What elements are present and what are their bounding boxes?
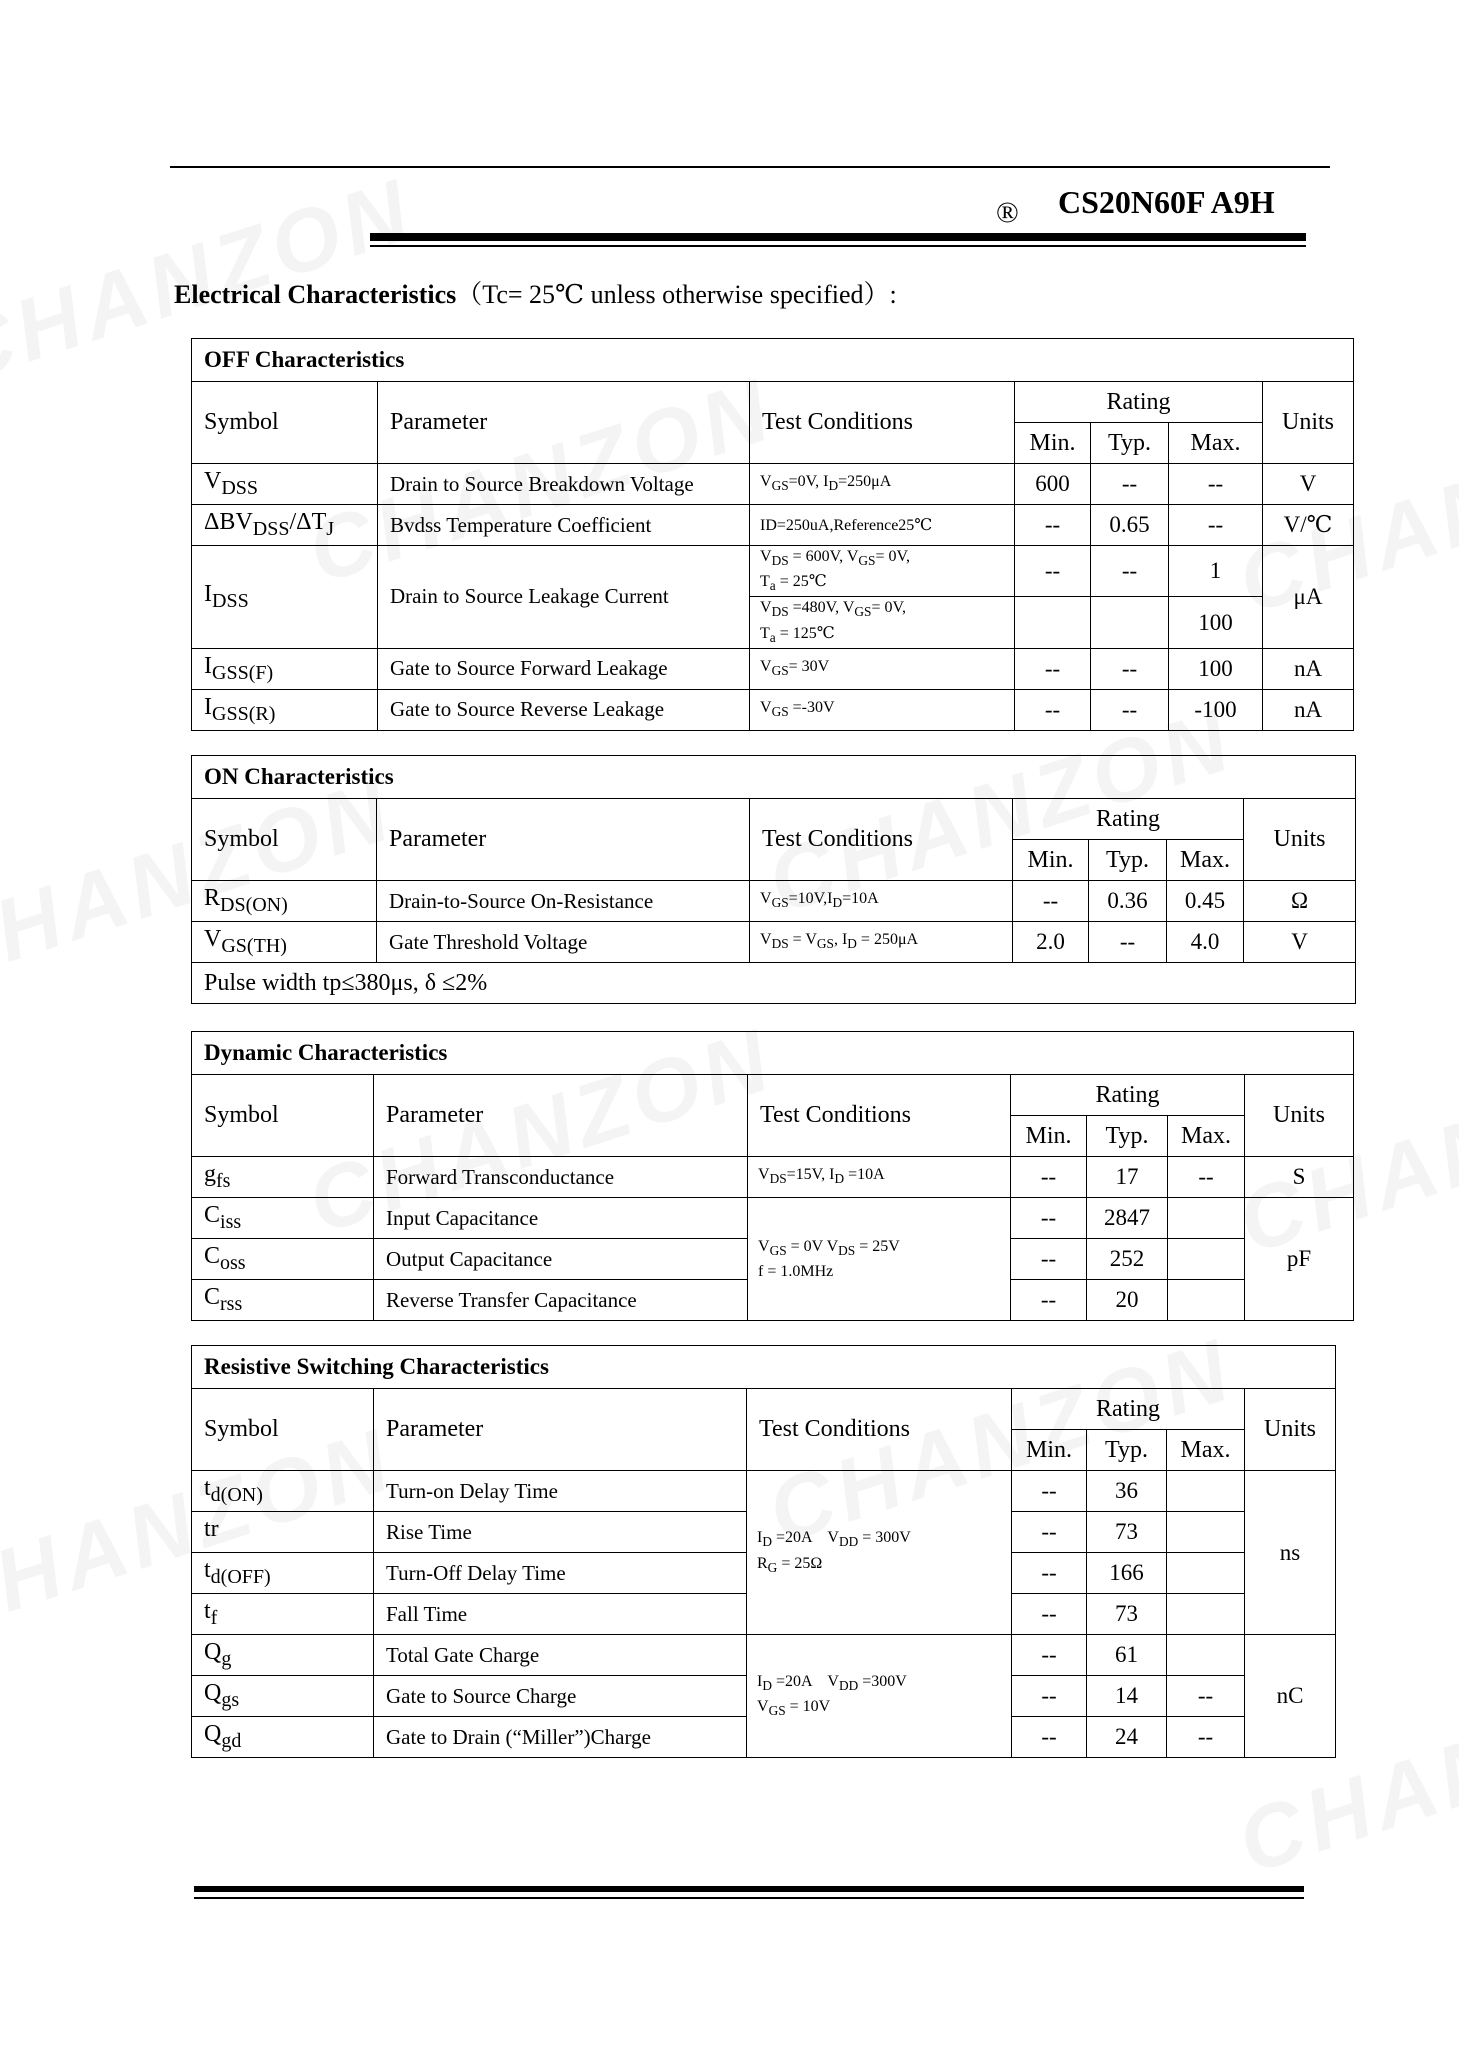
symbol-sub: oss (220, 1251, 246, 1274)
unit-cell: pF (1245, 1198, 1354, 1321)
parameter-cell: Drain to Source Breakdown Voltage (378, 464, 750, 505)
unit-cell: Ω (1244, 881, 1356, 922)
parameter-cell: Gate to Source Charge (374, 1676, 747, 1717)
col-header-symbol: Symbol (192, 1075, 374, 1157)
unit-cell: V (1244, 922, 1356, 963)
min-cell: -- (1012, 1717, 1087, 1758)
col-header-test-conditions: Test Conditions (747, 1389, 1012, 1471)
col-header-max: Max. (1167, 840, 1244, 881)
unit-cell: nC (1245, 1635, 1336, 1758)
table-row (192, 881, 1356, 922)
symbol-main: V (204, 926, 222, 953)
typ-cell: -- (1089, 922, 1167, 963)
col-header-units: Units (1244, 799, 1356, 881)
symbol-cell (192, 1676, 374, 1717)
typ-cell: 166 (1087, 1553, 1167, 1594)
symbol-cell (192, 1553, 374, 1594)
col-header-symbol: Symbol (192, 1389, 374, 1471)
test-condition-cell: $V_{GS} =-30V$ (750, 689, 1015, 730)
symbol-sub: fs (216, 1169, 231, 1192)
symbol-sub: d(OFF) (210, 1565, 271, 1588)
col-header-parameter: Parameter (374, 1075, 748, 1157)
col-header-units: Units (1263, 382, 1354, 464)
max-cell: -100 (1169, 689, 1263, 730)
typ-cell: 14 (1087, 1676, 1167, 1717)
table-row (192, 1198, 1354, 1239)
col-header-parameter: Parameter (374, 1389, 747, 1471)
min-cell: -- (1012, 1553, 1087, 1594)
parameter-cell: Forward Transconductance (374, 1157, 748, 1198)
col-header-min: Min. (1015, 423, 1091, 464)
symbol-cell (192, 1157, 374, 1198)
parameter-cell: Drain-to-Source On-Resistance (377, 881, 750, 922)
min-cell: -- (1015, 648, 1091, 689)
typ-cell: -- (1091, 689, 1169, 730)
test-condition-cell: $V_{DS}=15V$, $I_D =10A$ (748, 1157, 1011, 1198)
unit-cell: V/℃ (1263, 505, 1354, 546)
max-cell: 100 (1169, 597, 1263, 648)
symbol-main: tr (204, 1516, 219, 1543)
max-cell (1167, 1635, 1245, 1676)
max-cell: 0.45 (1167, 881, 1244, 922)
typ-cell: 20 (1087, 1280, 1168, 1321)
typ-cell: 73 (1087, 1594, 1167, 1635)
parameter-cell: Bvdss Temperature Coefficient (378, 505, 750, 546)
symbol-main: /ΔT (289, 509, 327, 536)
table-row (192, 1635, 1336, 1676)
title-conditions: （Tc= 25℃ unless otherwise specified）: (456, 280, 897, 309)
unit-cell: nA (1263, 648, 1354, 689)
min-cell: -- (1013, 881, 1089, 922)
section-title: OFF Characteristics (192, 339, 1354, 382)
parameter-cell: Fall Time (374, 1594, 747, 1635)
parameter-cell: Output Capacitance (374, 1239, 748, 1280)
symbol-main: I (204, 693, 212, 720)
max-cell (1168, 1198, 1245, 1239)
typ-cell: 0.36 (1089, 881, 1167, 922)
max-cell: -- (1169, 505, 1263, 546)
typ-cell (1091, 597, 1169, 648)
unit-cell: S (1245, 1157, 1354, 1198)
symbol-sub: DS(ON) (220, 893, 288, 916)
switching-characteristics-table (191, 1345, 1336, 1758)
typ-cell: 73 (1087, 1512, 1167, 1553)
typ-cell: 36 (1087, 1471, 1167, 1512)
footer-rule-thin (194, 1897, 1304, 1899)
symbol-sub: GS(TH) (221, 934, 287, 957)
max-cell (1167, 1471, 1245, 1512)
min-cell: -- (1011, 1157, 1087, 1198)
symbol-cell (192, 881, 377, 922)
symbol-main: t (204, 1557, 211, 1584)
parameter-cell: Turn-on Delay Time (374, 1471, 747, 1512)
top-rule (170, 166, 1330, 168)
section-title: Dynamic Characteristics (192, 1032, 1354, 1075)
symbol-main: ΔBV (204, 509, 253, 536)
parameter-cell: Reverse Transfer Capacitance (374, 1280, 748, 1321)
min-cell: -- (1012, 1676, 1087, 1717)
symbol-main: C (204, 1202, 221, 1229)
max-cell: -- (1167, 1717, 1245, 1758)
symbol-main: Q (204, 1680, 222, 1707)
typ-cell: 0.65 (1091, 505, 1169, 546)
symbol-sub: g (221, 1647, 232, 1670)
header-rule-thick (370, 233, 1306, 241)
max-cell (1167, 1553, 1245, 1594)
table-row (192, 648, 1354, 689)
symbol-cell (192, 1280, 374, 1321)
typ-cell: 61 (1087, 1635, 1167, 1676)
off-characteristics-table (191, 338, 1354, 731)
title-bold: Electrical Characteristics (174, 280, 457, 309)
col-header-parameter: Parameter (378, 382, 750, 464)
min-cell: -- (1012, 1512, 1087, 1553)
footer-rule-thick (194, 1886, 1304, 1892)
col-header-symbol: Symbol (192, 799, 377, 881)
symbol-cell (192, 922, 377, 963)
max-cell (1167, 1512, 1245, 1553)
table-row (192, 505, 1354, 546)
section-title: Resistive Switching Characteristics (192, 1346, 1336, 1389)
symbol-cell (192, 1512, 374, 1553)
symbol-cell (192, 689, 378, 730)
part-number: CS20N60F A9H (1058, 184, 1275, 220)
symbol-main: V (204, 468, 222, 495)
symbol-cell (192, 464, 378, 505)
symbol-sub: gs (221, 1688, 240, 1711)
col-header-typ: Typ. (1087, 1116, 1168, 1157)
symbol-cell (192, 1635, 374, 1676)
symbol-cell (192, 648, 378, 689)
dynamic-characteristics-table (191, 1031, 1354, 1321)
pulse-width-note: Pulse width tp≤380μs, δ ≤2% (192, 963, 1356, 1004)
symbol-sub: d(ON) (210, 1483, 263, 1506)
max-cell: -- (1169, 464, 1263, 505)
symbol-main: Q (204, 1639, 222, 1666)
symbol-cell (192, 505, 378, 546)
table-row (192, 1157, 1354, 1198)
col-header-typ: Typ. (1087, 1430, 1167, 1471)
max-cell: -- (1167, 1676, 1245, 1717)
min-cell: 600 (1015, 464, 1091, 505)
typ-cell: -- (1091, 464, 1169, 505)
symbol-cell (192, 1471, 374, 1512)
col-header-max: Max. (1168, 1116, 1245, 1157)
parameter-cell: Input Capacitance (374, 1198, 748, 1239)
col-header-min: Min. (1013, 840, 1089, 881)
col-header-parameter: Parameter (377, 799, 750, 881)
symbol-sub: GSS(F) (212, 661, 274, 684)
symbol-sub: gd (221, 1729, 242, 1752)
col-header-min: Min. (1012, 1430, 1087, 1471)
header-rule-thin (370, 245, 1306, 247)
max-cell: 4.0 (1167, 922, 1244, 963)
symbol-cell (192, 1239, 374, 1280)
table-row (192, 1471, 1336, 1512)
symbol-main: C (204, 1243, 221, 1270)
parameter-cell: Turn-Off Delay Time (374, 1553, 747, 1594)
max-cell (1168, 1280, 1245, 1321)
col-header-typ: Typ. (1091, 423, 1169, 464)
test-condition-cell: $I_D =20A$ $V_{DD} =300V$ $V_{GS} = 10V$ (747, 1635, 1012, 1758)
min-cell: -- (1011, 1280, 1087, 1321)
symbol-sub: rss (220, 1292, 243, 1315)
min-cell: -- (1011, 1198, 1087, 1239)
typ-cell: -- (1091, 546, 1169, 597)
min-cell: -- (1015, 689, 1091, 730)
min-cell (1015, 597, 1091, 648)
symbol-sub: DSS (252, 517, 290, 540)
col-header-rating: Rating (1011, 1075, 1245, 1116)
symbol-main: t (204, 1475, 211, 1502)
page-title (174, 274, 897, 311)
parameter-cell: Gate to Source Reverse Leakage (378, 689, 750, 730)
max-cell: -- (1168, 1157, 1245, 1198)
table-row (192, 689, 1354, 730)
typ-cell: 17 (1087, 1157, 1168, 1198)
min-cell: 2.0 (1013, 922, 1089, 963)
table-row (192, 922, 1356, 963)
test-condition-cell: $V_{GS}= 30V$ (750, 648, 1015, 689)
parameter-cell: Rise Time (374, 1512, 747, 1553)
unit-cell: ns (1245, 1471, 1336, 1635)
test-condition-cell: $V_{DS} =480V$, $V_{GS}= 0V$, $T_a$ = 125℃ (750, 597, 1015, 648)
on-characteristics-table (191, 755, 1356, 1004)
col-header-symbol: Symbol (192, 382, 378, 464)
col-header-test-conditions: Test Conditions (750, 382, 1015, 464)
symbol-sub: GSS(R) (212, 702, 276, 725)
col-header-units: Units (1245, 1075, 1354, 1157)
symbol-main: C (204, 1284, 221, 1311)
typ-cell: -- (1091, 648, 1169, 689)
parameter-cell: Gate Threshold Voltage (377, 922, 750, 963)
parameter-cell: Total Gate Charge (374, 1635, 747, 1676)
test-condition-cell: $V_{GS} = 0V$ $V_{DS} = 25V$ f = 1.0MHz (748, 1198, 1011, 1321)
symbol-cell (192, 1717, 374, 1758)
max-cell: 100 (1169, 648, 1263, 689)
col-header-rating: Rating (1012, 1389, 1245, 1430)
test-condition-cell: $V_{DS} = 600V$, $V_{GS}= 0V$, $T_a$ = 25℃ (750, 546, 1015, 597)
symbol-main: g (204, 1161, 216, 1188)
symbol-main: Q (204, 1721, 222, 1748)
section-title: ON Characteristics (192, 756, 1356, 799)
test-condition-cell: $V_{DS} = V_{GS}$, $I_D = 250\mu A$ (750, 922, 1013, 963)
col-header-max: Max. (1169, 423, 1263, 464)
col-header-test-conditions: Test Conditions (750, 799, 1013, 881)
symbol-sub: f (210, 1606, 218, 1629)
col-header-typ: Typ. (1089, 840, 1167, 881)
min-cell: -- (1012, 1635, 1087, 1676)
parameter-cell: Gate to Drain (“Miller”)Charge (374, 1717, 747, 1758)
max-cell (1167, 1594, 1245, 1635)
parameter-cell: Gate to Source Forward Leakage (378, 648, 750, 689)
test-condition-cell: ID=250uA,Reference25℃ (750, 505, 1015, 546)
symbol-main: t (204, 1598, 211, 1625)
min-cell: -- (1012, 1594, 1087, 1635)
typ-cell: 252 (1087, 1239, 1168, 1280)
unit-cell: μA (1263, 546, 1354, 649)
col-header-rating: Rating (1013, 799, 1244, 840)
min-cell: -- (1015, 546, 1091, 597)
min-cell: -- (1015, 505, 1091, 546)
symbol-cell (192, 546, 378, 649)
test-condition-cell: $V_{GS}=0V$, $I_D=250\mu A$ (750, 464, 1015, 505)
registered-mark: ® (996, 196, 1019, 229)
max-cell: 1 (1169, 546, 1263, 597)
typ-cell: 24 (1087, 1717, 1167, 1758)
col-header-test-conditions: Test Conditions (748, 1075, 1011, 1157)
col-header-rating: Rating (1015, 382, 1263, 423)
col-header-units: Units (1245, 1389, 1336, 1471)
max-cell (1168, 1239, 1245, 1280)
symbol-sub: iss (220, 1210, 242, 1233)
min-cell: -- (1011, 1239, 1087, 1280)
typ-cell: 2847 (1087, 1198, 1168, 1239)
unit-cell: nA (1263, 689, 1354, 730)
unit-cell: V (1263, 464, 1354, 505)
symbol-sub: DSS (221, 476, 259, 499)
test-condition-cell: $I_D =20A$ $V_{DD} = 300V$ $R_G = 25\Omega$ (747, 1471, 1012, 1635)
symbol-cell (192, 1198, 374, 1239)
table-row (192, 464, 1354, 505)
min-cell: -- (1012, 1471, 1087, 1512)
test-condition-cell: $V_{GS}=10V,I_D=10A$ (750, 881, 1013, 922)
symbol-sub: J (326, 517, 335, 540)
col-header-min: Min. (1011, 1116, 1087, 1157)
symbol-cell (192, 1594, 374, 1635)
symbol-main: R (204, 885, 221, 912)
symbol-main: I (204, 652, 212, 679)
col-header-max: Max. (1167, 1430, 1245, 1471)
symbol-main: I (204, 580, 212, 607)
table-row (192, 546, 1354, 597)
symbol-sub: DSS (212, 589, 249, 612)
parameter-cell: Drain to Source Leakage Current (378, 546, 750, 649)
